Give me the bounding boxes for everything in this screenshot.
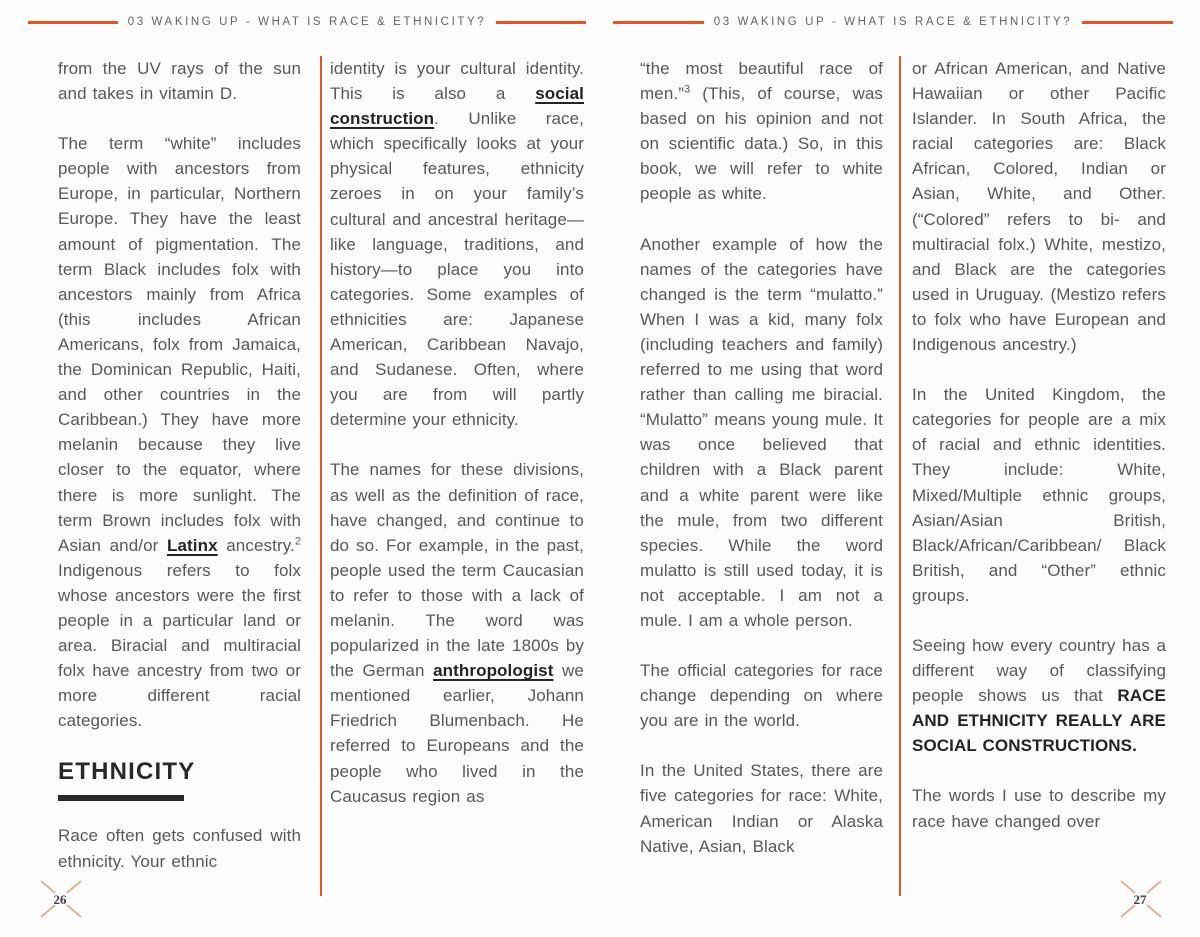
paragraph [912, 633, 1166, 758]
x-mark-icon [38, 878, 84, 922]
text-segment: The official categories for race change depending on where you are in the world. [640, 661, 883, 731]
paragraph [640, 56, 883, 207]
text-segment: The names for these divisions, as well as the definition of race, have changed, and continue to do so. For example, in the past, people used the term Caucasian to refer to those with a lack of melanin. The word was popularized in the late 1800s by the German [330, 460, 584, 681]
header-rule [28, 21, 118, 24]
text-segment: . Unlike race, which specifically looks at your physical features, ethnicity zeroes in on your family’s cultural and ancestral heritage—like language, traditions, and history—to place you into categories. Some examples of ethnicities are: Japanese American, Caribbean Navajo, and Sudanese. Often, where you are from will partly determine your ethnicity. [330, 109, 584, 430]
paragraph [912, 56, 1166, 357]
paragraph [58, 823, 301, 873]
paragraph [912, 382, 1166, 608]
text-column [330, 56, 584, 896]
column-divider [320, 56, 322, 896]
paragraph [58, 131, 301, 733]
text-segment: ancestry. [217, 535, 295, 555]
header-rule [1082, 21, 1173, 24]
page-left-columns [58, 56, 586, 896]
page-number-mark-left [38, 878, 84, 922]
text-segment: In the United States, there are five categories for race: White, American Indian or Alaska Native, Asian, Black [640, 761, 883, 856]
paragraph [330, 457, 584, 808]
page-right-columns [640, 56, 1168, 896]
text-segment: from the UV rays of the sun and takes in vitamin D. [58, 59, 301, 104]
text-segment: social construction [330, 84, 584, 129]
text-segment: The term “white” includes people with ancestors from Europe, in particular, Northern Europe. They have the least amount of pigmentation. The term Black includes folx with ancestors mainly from Africa (this includes African Americans, folx from Jamaica, the Dominican Republic, Haiti, and other countries in the Caribbean.) They have more melanin because they live closer to the equator, where there is more sunlight. The term Brown includes folx with Asian and/or [58, 134, 301, 555]
column-divider [899, 56, 901, 896]
text-segment: (This, of course, was based on his opinion and not on scientific data.) So, in this book, we will refer to white people as white. [640, 84, 883, 204]
text-segment: RACE AND ETHNICITY REALLY ARE SOCIAL CONSTRUCTIONS. [912, 686, 1166, 756]
footnote-ref: 3 [683, 83, 691, 96]
heading-underline-bar [58, 795, 184, 801]
text-segment: identity is your cultural identity. This is also a [330, 59, 584, 104]
running-head-title: 03 WAKING UP - WHAT IS RACE & ETHNICITY? [127, 16, 487, 28]
paragraph [912, 783, 1166, 833]
text-segment: In the United Kingdom, the categories for people are a mix of racial and ethnic identities. They include: White, Mixed/Multiple ethnic groups, Asian/Asian British, Black/African/Caribbean/ Black British, and “Other” ethnic groups. [912, 385, 1166, 605]
page-number: 26 [53, 892, 67, 907]
text-segment: Race often gets confused with ethnicity. Your ethnic [58, 826, 301, 871]
text-segment: or African American, and Native Hawaiian or other Pacific Islander. In South Africa, the racial categories are: Black African, Colored, Indian or Asian, White, and Other. (“Colored” refers to bi- and multiracial folx.) White, mestizo, and Black are the categories used in Uruguay. (Mestizo refers to folx who have European and Indigenous ancestry.) [912, 59, 1166, 355]
header-rule [496, 21, 586, 24]
paragraph [58, 56, 301, 106]
text-column [912, 56, 1166, 896]
header-rule [613, 21, 704, 24]
section-heading-text: ETHNICITY [58, 758, 196, 786]
running-head-left [28, 13, 586, 31]
text-segment: Indigenous refers to folx whose ancestors were the first people in a particular land or area. Biracial and multiracial folx have ancestry from two or more different racial categories. [58, 560, 301, 731]
text-segment: Latinx [167, 535, 218, 555]
paragraph [640, 232, 883, 634]
paragraph [330, 56, 584, 432]
running-head-title: 03 WAKING UP - WHAT IS RACE & ETHNICITY? [713, 16, 1073, 28]
running-head-right [613, 13, 1173, 31]
page-number: 27 [1133, 892, 1147, 907]
paragraph [640, 658, 883, 733]
paragraph [640, 758, 883, 858]
text-column [58, 56, 301, 896]
x-mark-icon [1118, 878, 1164, 922]
text-segment: “the most beautiful race of men.” [640, 59, 883, 104]
text-segment: anthropologist [433, 661, 554, 681]
footnote-ref: 2 [294, 535, 301, 548]
page-number-mark-right [1118, 878, 1164, 922]
section-heading [58, 758, 301, 801]
text-column [640, 56, 883, 896]
text-segment: Another example of how the names of the categories have changed is the term “mulatto.” When I was a kid, many folx (including teachers and family) referred to me using that word rather than calling me biracial. “Mulatto” means young mule. It was once believed that children with a Black parent and a white parent were like the mule, from two different species. While the word mulatto is still used today, it is not acceptable. I am not a mule. I am a whole person. [640, 234, 883, 630]
text-segment: we mentioned earlier, Johann Friedrich Blumenbach. He referred to Europeans and the people who lived in the Caucasus region as [330, 661, 584, 806]
text-segment: Seeing how every country has a different way of classifying people shows us that [912, 635, 1166, 706]
text-segment: The words I use to describe my race have changed over [912, 786, 1166, 831]
